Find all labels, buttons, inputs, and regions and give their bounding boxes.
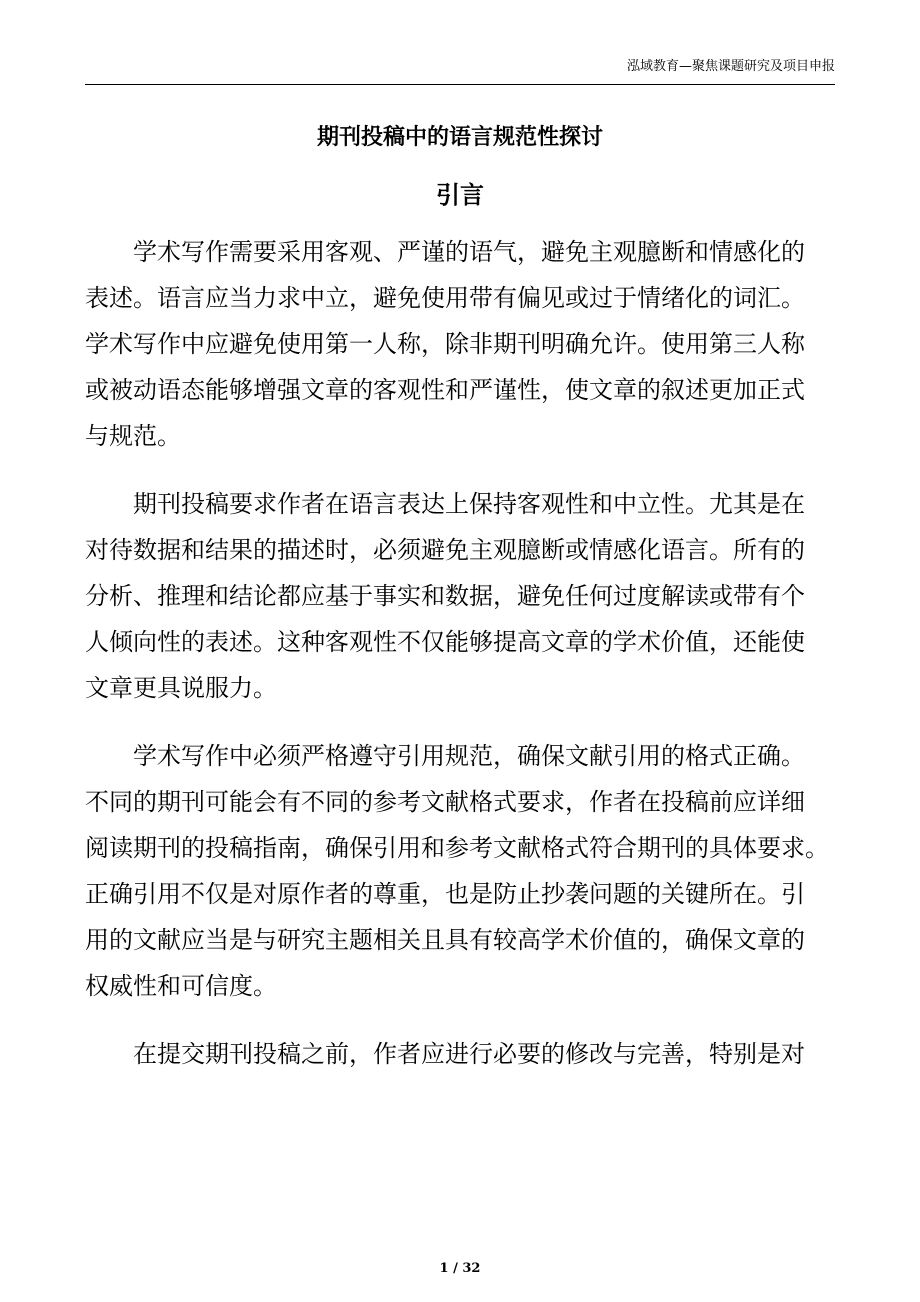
paragraph-line: 学术写作需要采用客观、严谨的语气，避免主观臆断和情感化的 (133, 238, 805, 266)
paragraph-line: 学术写作中应避免使用第一人称，除非期刊明确允许。使用第三人称 (85, 330, 805, 358)
paragraph-line: 文章更具说服力。 (85, 674, 277, 702)
paragraph-line: 权威性和可信度。 (85, 972, 277, 1000)
header-divider (85, 84, 835, 85)
paragraph-1 (85, 229, 835, 459)
paragraph-line: 分析、推理和结论都应基于事实和数据，避免任何过度解读或带有个 (85, 582, 805, 610)
paragraph-line: 与规范。 (85, 422, 181, 450)
document-body (85, 229, 835, 1099)
paragraph-line: 人倾向性的表述。这种客观性不仅能够提高文章的学术价值，还能使 (85, 628, 805, 656)
paragraph-line: 表述。语言应当力求中立，避免使用带有偏见或过于情绪化的词汇。 (85, 284, 805, 312)
paragraph-line: 不同的期刊可能会有不同的参考文献格式要求，作者在投稿前应详细 (85, 788, 805, 816)
paragraph-line: 对待数据和结果的描述时，必须避免主观臆断或情感化语言。所有的 (85, 536, 805, 564)
paragraph-line: 阅读期刊的投稿指南，确保引用和参考文献格式符合期刊的具体要求。 (85, 834, 829, 862)
page-number: 1 / 32 (439, 1261, 481, 1276)
paragraph-line: 或被动语态能够增强文章的客观性和严谨性，使文章的叙述更加正式 (85, 376, 805, 404)
page-header: 泓域教育—聚焦课题研究及项目申报 (626, 59, 835, 74)
paragraph-line: 正确引用不仅是对原作者的尊重，也是防止抄袭问题的关键所在。引 (85, 880, 805, 908)
paragraph-line: 期刊投稿要求作者在语言表达上保持客观性和中立性。尤其是在 (133, 490, 805, 518)
section-heading: 引言 (436, 181, 484, 209)
paragraph-line: 在提交期刊投稿之前，作者应进行必要的修改与完善，特别是对 (133, 1040, 805, 1068)
paragraph-line: 用的文献应当是与研究主题相关且具有较高学术价值的，确保文章的 (85, 926, 805, 954)
paragraph-3 (85, 733, 835, 1009)
paragraph-2 (85, 481, 835, 711)
paragraph-line: 学术写作中必须严格遵守引用规范，确保文献引用的格式正确。 (133, 742, 805, 770)
document-title: 期刊投稿中的语言规范性探讨 (316, 125, 603, 150)
paragraph-4 (85, 1031, 835, 1077)
